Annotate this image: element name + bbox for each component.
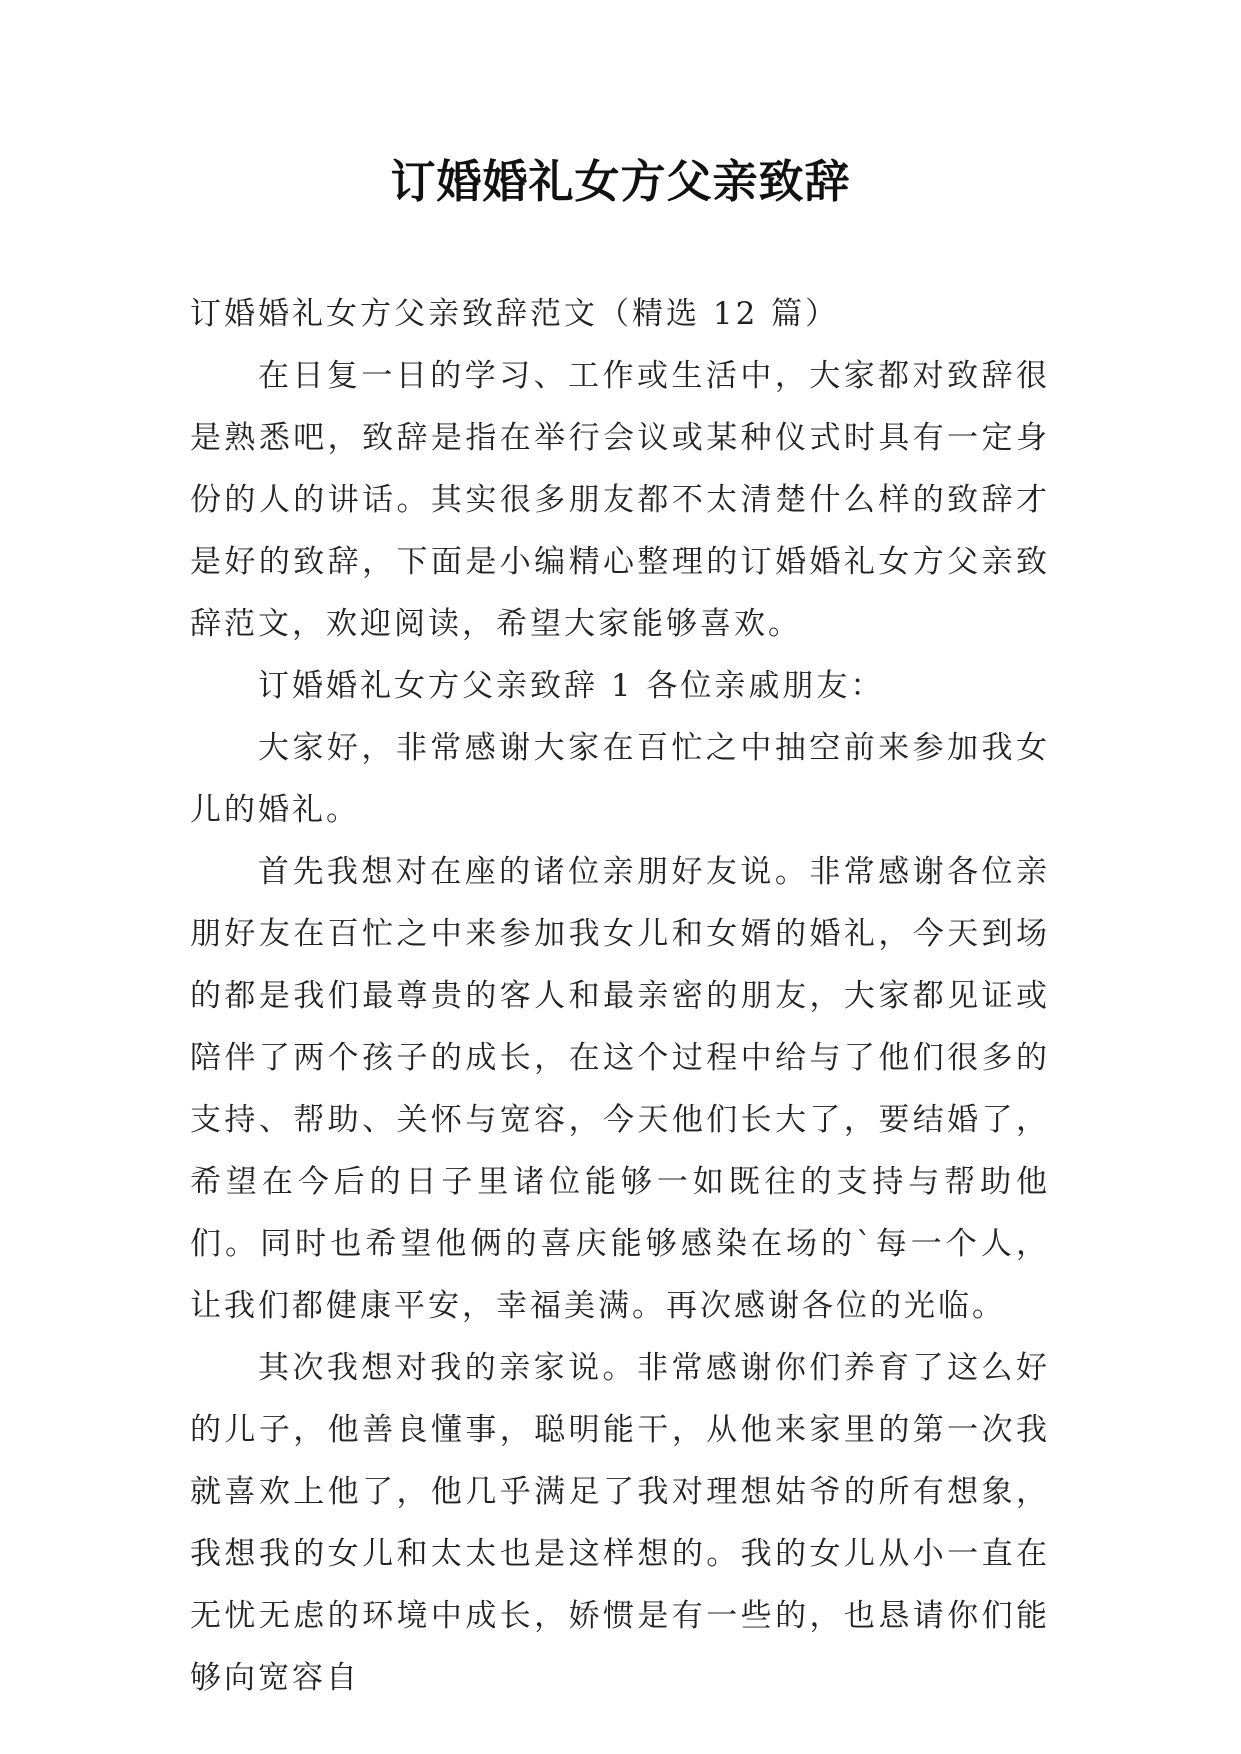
paragraph-intro: 在日复一日的学习、工作或生活中，大家都对致辞很是熟悉吧，致辞是指在举行会议或某种仪式时具有一定身份的人的讲话。其实很多朋友都不太清楚什么样的致辞才是好的致辞，下面是小编精心整理的订婚婚礼女方父亲致辞范文，欢迎阅读，希望大家能够喜欢。 bbox=[190, 358, 1050, 642]
paragraph-thanks-guests: 首先我想对在座的诸位亲朋好友说。非常感谢各位亲朋好友在百忙之中来参加我女儿和女婿的婚礼，今天到场的都是我们最尊贵的客人和最亲密的朋友，大家都见证或陪伴了两个孩子的成长，在这个过程中给与了他们很多的支持、帮助、关怀与宽容，今天他们长大了，要结婚了，希望在今后的日子里诸位能够一如既往的支持与帮助他们。同时也希望他俩的喜庆能够感染在场的`每一个人，让我们都健康平安，幸福美满。再次感谢各位的光临。 bbox=[190, 854, 1050, 1324]
paragraph-thanks-in-laws: 其次我想对我的亲家说。非常感谢你们养育了这么好的儿子，他善良懂事，聪明能干，从他来家里的第一次我就喜欢上他了，他几乎满足了我对理想姑爷的所有想象，我想我的女儿和太太也是这样想的。我的女儿从小一直在无忧无虑的环境中成长，娇惯是有一些的，也恳请你们能够向宽容自 bbox=[190, 1350, 1050, 1696]
document-title: 订婚婚礼女方父亲致辞 bbox=[390, 155, 851, 208]
paragraph-greeting: 大家好，非常感谢大家在百忙之中抽空前来参加我女儿的婚礼。 bbox=[190, 730, 1050, 828]
document-body bbox=[190, 283, 1050, 1709]
paragraph-subtitle: 订婚婚礼女方父亲致辞范文（精选 12 篇） bbox=[190, 296, 840, 332]
paragraph-speech-heading: 订婚婚礼女方父亲致辞 1 各位亲戚朋友： bbox=[258, 668, 885, 704]
